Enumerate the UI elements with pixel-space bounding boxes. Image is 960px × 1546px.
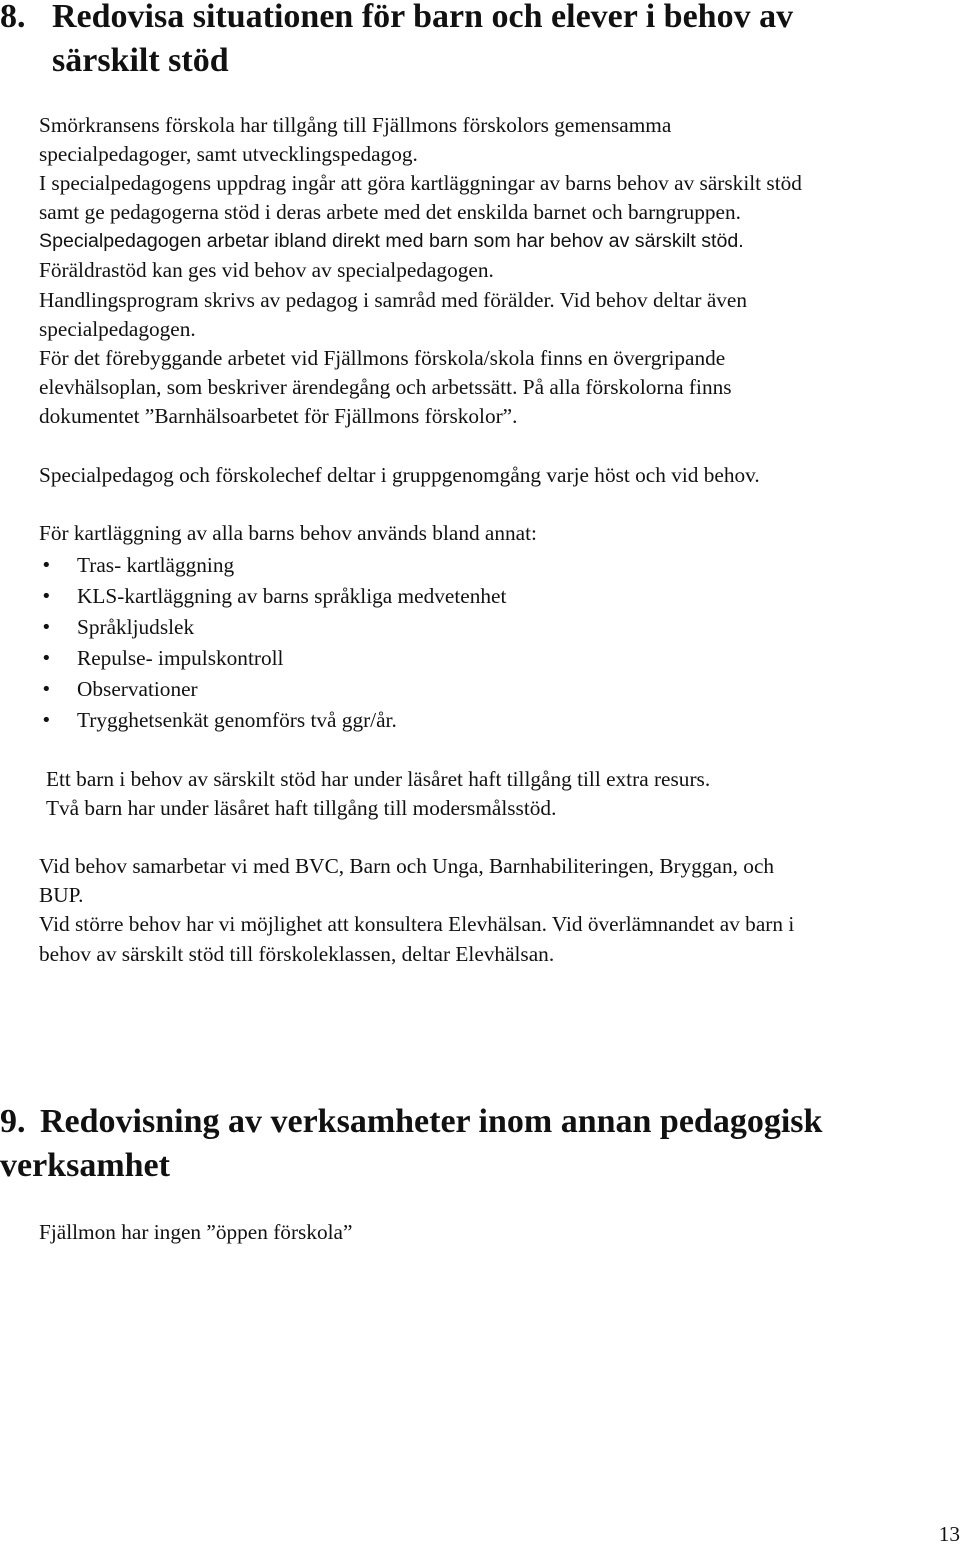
bullet-icon: • (41, 679, 52, 700)
list-item-label: Repulse- impulskontroll (77, 646, 284, 670)
list-item-label: Observationer (77, 677, 198, 701)
list-item-label: Trygghetsenkät genomförs två ggr/år. (77, 708, 397, 732)
group-review-text: Specialpedagog och förskolechef deltar i gruppgenomgång varje höst och vid behov. (39, 463, 760, 487)
section-8-title-line2: särskilt stöd (52, 42, 229, 79)
paragraph-line: specialpedagogen. (39, 317, 196, 341)
collaboration-text: behov av särskilt stöd till förskoleklassen, deltar Elevhälsan. (39, 942, 555, 966)
paragraph-line: Handlingsprogram skrivs av pedagog i samråd med förälder. Vid behov deltar även (39, 288, 748, 312)
paragraph-line: Smörkransens förskola har tillgång till Fjällmons förskolors gemensamma (39, 113, 672, 137)
paragraph-line: Föräldrastöd kan ges vid behov av specialpedagogen. (39, 258, 494, 282)
list-item (39, 581, 506, 612)
list-item (39, 674, 506, 705)
list-item-label: Språkljudslek (77, 615, 195, 639)
section-9-text: Fjällmon har ingen ”öppen förskola” (39, 1220, 353, 1244)
bullet-icon: • (41, 586, 52, 607)
section-9-title-line2: verksamhet (0, 1147, 170, 1184)
paragraph-line: samt ge pedagogerna stöd i deras arbete med det enskilda barnet och barngruppen. (39, 200, 741, 224)
section-8-heading (0, 0, 793, 83)
list-item (39, 612, 506, 643)
section-9-number: 9. (0, 1103, 26, 1140)
list-item (39, 643, 506, 674)
list-item-label: KLS-kartläggning av barns språkliga medvetenhet (77, 584, 507, 608)
paragraph-line: Specialpedagogen arbetar ibland direkt med barn som har behov av särskilt stöd. (39, 230, 744, 252)
page-number: 13 (938, 1522, 960, 1546)
list-intro: För kartläggning av alla barns behov används bland annat: (39, 521, 537, 545)
section-8-title-line1: Redovisa situationen för barn och elever i behov av (52, 0, 794, 35)
bullet-icon: • (41, 648, 52, 669)
paragraph-line: elevhälsoplan, som beskriver ärendegång och arbetssätt. På alla förskolorna finns (39, 375, 732, 399)
section-9-title-line1: Redovisning av verksamheter inom annan pedagogisk (40, 1103, 823, 1140)
collaboration-text: BUP. (39, 883, 84, 907)
resource-text: Ett barn i behov av särskilt stöd har under läsåret haft tillgång till extra resurs. (46, 767, 711, 791)
section-9-heading (0, 1100, 822, 1188)
list-item-label: Tras- kartläggning (77, 553, 235, 577)
paragraph-line: dokumentet ”Barnhälsoarbetet för Fjällmons förskolor”. (39, 404, 518, 428)
bullet-icon: • (41, 555, 52, 576)
bullet-icon: • (41, 617, 52, 638)
paragraph-line: I specialpedagogens uppdrag ingår att göra kartläggningar av barns behov av särskilt stöd (39, 171, 802, 195)
list-item (39, 705, 506, 736)
collaboration-text: Vid behov samarbetar vi med BVC, Barn och Unga, Barnhabiliteringen, Bryggan, och (39, 854, 775, 878)
list-item (39, 550, 506, 581)
paragraph-line: För det förebyggande arbetet vid Fjällmons förskola/skola finns en övergripande (39, 346, 726, 370)
assessment-list (39, 550, 506, 736)
resource-text: Två barn har under läsåret haft tillgång till modersmålsstöd. (46, 796, 557, 820)
section-8-number: 8. (0, 0, 26, 35)
paragraph-line: specialpedagoger, samt utvecklingspedagog. (39, 142, 418, 166)
bullet-icon: • (41, 710, 52, 731)
collaboration-text: Vid större behov har vi möjlighet att konsultera Elevhälsan. Vid överlämnandet av barn i (39, 912, 795, 936)
